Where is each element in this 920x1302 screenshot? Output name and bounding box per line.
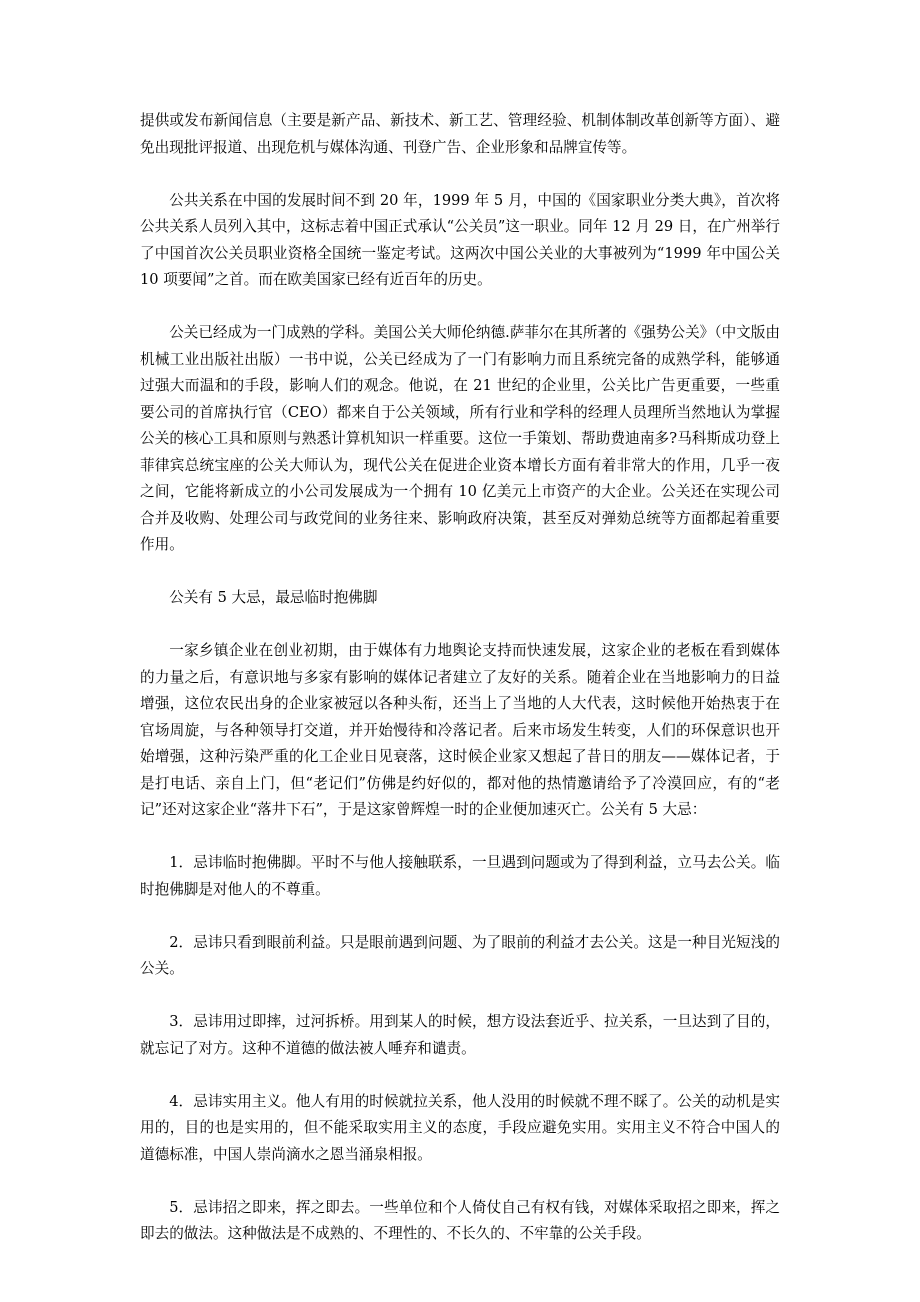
paragraph-pr-mature-discipline: 公关已经成为一门成熟的学科。美国公关大师伦纳德.萨菲尔在其所著的《强势公关》（中文版由机械工业出版社出版）一书中说，公关已经成为了一门有影响力而且系统完备的成熟学科，能够通过强大而温和的手段，影响人们的观念。他说，在 21 世纪的企业里，公关比广告更重要，一些重要公司的首席执行官（CEO）都来自于公关领域，所有行业和学科的经理人员理所当然地认为掌握公关的核心工具和原则与熟悉计算机知识一样重要。这位一手策划、帮助费迪南多?马科斯成功登上菲律宾总统宝座的公关大师认为，现代公关在促进企业资本增长方面有着非常大的作用，几乎一夜之间，它能将新成立的小公司发展成为一个拥有 10 亿美元上市资产的大企业。公关还在实现公司合并及收购、处理公司与政党间的业务往来、影响政府决策，甚至反对弹劾总统等方面都起着重要作用。 xyxy=(140,324,780,553)
list-item-taboo-5: 5．忌讳招之即来，挥之即去。一些单位和个人倚仗自己有权有钱，对媒体采取招之即来，挥之即去的做法。这种做法是不成熟的、不理性的、不长久的、不牢靠的公关手段。 xyxy=(140,1198,780,1242)
paragraph-case-story: 一家乡镇企业在创业初期，由于媒体有力地舆论支持而快速发展，这家企业的老板在看到媒体的力量之后，有意识地与多家有影响的媒体记者建立了友好的关系。随着企业在当地影响力的日益增强，这位农民出身的企业家被冠以各种头衔，还当上了当地的人大代表，这时候他开始热衷于在官场周旋，与各种领导打交道，并开始慢待和冷落记者。后来市场发生转变，人们的环保意识也开始增强，这种污染严重的化工企业日见衰落，这时候企业家又想起了昔日的朋友——媒体记者，于是打电话、亲自上门，但“老记们”仿佛是约好似的，都对他的热情邀请给予了冷漠回应，有的“老记”还对这家企业“落井下石”，于是这家曾辉煌一时的企业便加速灭亡。公关有 5 大忌： xyxy=(140,642,780,818)
paragraph-intro-continuation: 提供或发布新闻信息（主要是新产品、新技术、新工艺、管理经验、机制体制改革创新等方面）、避免出现批评报道、出现危机与媒体沟通、刊登广告、企业形象和品牌宣传等。 xyxy=(140,112,780,156)
document-body xyxy=(140,108,780,1274)
list-item-taboo-1: 1．忌讳临时抱佛脚。平时不与他人接触联系，一旦遇到问题或为了得到利益，立马去公关。临时抱佛脚是对他人的不尊重。 xyxy=(140,854,780,898)
list-item-taboo-3: 3．忌讳用过即摔，过河拆桥。用到某人的时候，想方设法套近乎、拉关系，一旦达到了目的，就忘记了对方。这种不道德的做法被人唾弃和谴责。 xyxy=(140,1013,780,1057)
list-item-taboo-2: 2．忌讳只看到眼前利益。只是眼前遇到问题、为了眼前的利益才去公关。这是一种目光短浅的公关。 xyxy=(140,933,780,977)
list-item-taboo-4: 4．忌讳实用主义。他人有用的时候就拉关系，他人没用的时候就不理不睬了。公关的动机是实用的，目的也是实用的，但不能采取实用主义的态度，手段应避免实用。实用主义不符合中国人的道德标准，中国人崇尚滴水之恩当涌泉相报。 xyxy=(140,1092,780,1163)
section-heading-five-taboos: 公关有 5 大忌，最忌临时抱佛脚 xyxy=(169,589,378,606)
paragraph-pr-history-china: 公共关系在中国的发展时间不到 20 年，1999 年 5 月，中国的《国家职业分类大典》，首次将公共关系人员列入其中，这标志着中国正式承认“公关员”这一职业。同年 12 月 29 日，在广州举行了中国首次公关员职业资格全国统一鉴定考试。这两次中国公关业的大事被列为“1999 年中国公关 10 项要闻”之首。而在欧美国家已经有近百年的历史。 xyxy=(140,191,780,288)
